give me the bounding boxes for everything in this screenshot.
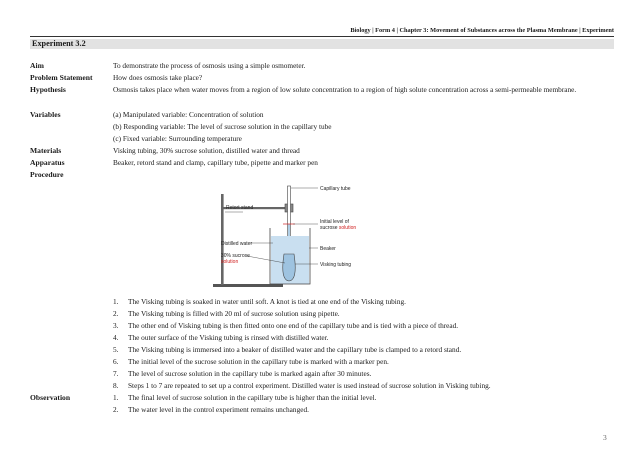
step-number: 1. — [113, 297, 119, 306]
apparatus-value: Beaker, retord stand and clamp, capillary tube, pipette and marker pen — [113, 158, 318, 167]
label-initial-level-solution: solution — [338, 225, 357, 231]
procedure-step: The Visking tubing is filled with 20 ml of sucrose solution using pipette. — [128, 309, 340, 318]
aim-value: To demonstrate the process of osmosis using a simple osmometer. — [113, 61, 306, 70]
label-distilled-water: Distilled water — [221, 241, 253, 247]
materials-value: Visking tubing, 30% sucrose solution, distilled water and thread — [113, 146, 300, 155]
step-number: 2. — [113, 309, 119, 318]
hypothesis-label: Hypothesis — [30, 85, 66, 94]
hypothesis-value: Osmosis takes place when water moves from a region of low solute concentration to a region of high solute concentration across a semi-permeable membrane. — [113, 85, 577, 94]
procedure-step: The initial level of the sucrose solution in the capillary tube is marked with a marker pen. — [128, 357, 389, 366]
label-sucrose-line1: 30% sucrose — [221, 253, 250, 259]
procedure-step: The Visking tubing is immersed into a beaker of distilled water and the capillary tube is clamped to a retord stand. — [128, 345, 462, 354]
materials-label: Materials — [30, 146, 62, 155]
problem-statement-value: How does osmosis take place? — [113, 73, 203, 82]
procedure-label: Procedure — [30, 170, 64, 179]
variable-manipulated: (a) Manipulated variable: Concentration of solution — [113, 110, 264, 119]
step-number: 3. — [113, 321, 119, 330]
observation-label: Observation — [30, 393, 71, 402]
procedure-step: Steps 1 to 7 are repeated to set up a control experiment. Distilled water is used instead of sucrose solution in Visking tubing. — [128, 381, 491, 390]
running-header: Biology | Form 4 | Chapter 3: Movement of Substances across the Plasma Membrane | Experiment — [350, 27, 614, 34]
step-number: 5. — [113, 345, 119, 354]
problem-statement-label: Problem Statement — [30, 73, 93, 82]
label-capillary-tube: Capillary tube — [320, 186, 351, 192]
observation-item: The water level in the control experiment remains unchanged. — [128, 405, 309, 414]
experiment-title: Experiment 3.2 — [32, 39, 86, 48]
observation-item: The final level of sucrose solution in the capillary tube is higher than the initial level. — [128, 393, 377, 402]
variable-responding: (b) Responding variable: The level of sucrose solution in the capillary tube — [113, 122, 332, 131]
label-initial-level-sucrose: sucrose — [320, 225, 339, 231]
label-sucrose-line2: solution — [221, 259, 239, 265]
page-number: 3 — [603, 433, 607, 442]
step-number: 4. — [113, 333, 119, 342]
label-visking-tubing: Visking tubing — [320, 262, 352, 268]
label-initial-level-line1: Initial level of — [320, 219, 349, 225]
procedure-step: The other end of Visking tubing is then fitted onto one end of the capillary tube and is tied with a piece of thread. — [128, 321, 459, 330]
step-number: 7. — [113, 369, 119, 378]
variable-fixed: (c) Fixed variable: Surrounding temperature — [113, 134, 242, 143]
procedure-step: The outer surface of the Visking tubing is rinsed with distilled water. — [128, 333, 329, 342]
step-number: 8. — [113, 381, 119, 390]
aim-label: Aim — [30, 61, 44, 70]
label-retort-stand: Retort stand — [226, 205, 254, 211]
observation-number: 2. — [113, 405, 119, 414]
procedure-step: The level of sucrose solution in the capillary tube is marked again after 30 minutes. — [128, 369, 372, 378]
osmometer-diagram — [213, 180, 378, 290]
variables-label: Variables — [30, 110, 61, 119]
observation-number: 1. — [113, 393, 119, 402]
header-rule — [30, 36, 614, 37]
label-initial-level-line2 — [320, 225, 356, 231]
label-beaker: Beaker — [320, 246, 336, 252]
procedure-step: The Visking tubing is soaked in water until soft. A knot is tied at one end of the Visking tubing. — [128, 297, 406, 306]
step-number: 6. — [113, 357, 119, 366]
experiment-title-bar — [30, 39, 614, 49]
apparatus-label: Apparatus — [30, 158, 65, 167]
visking-tubing — [283, 254, 295, 281]
